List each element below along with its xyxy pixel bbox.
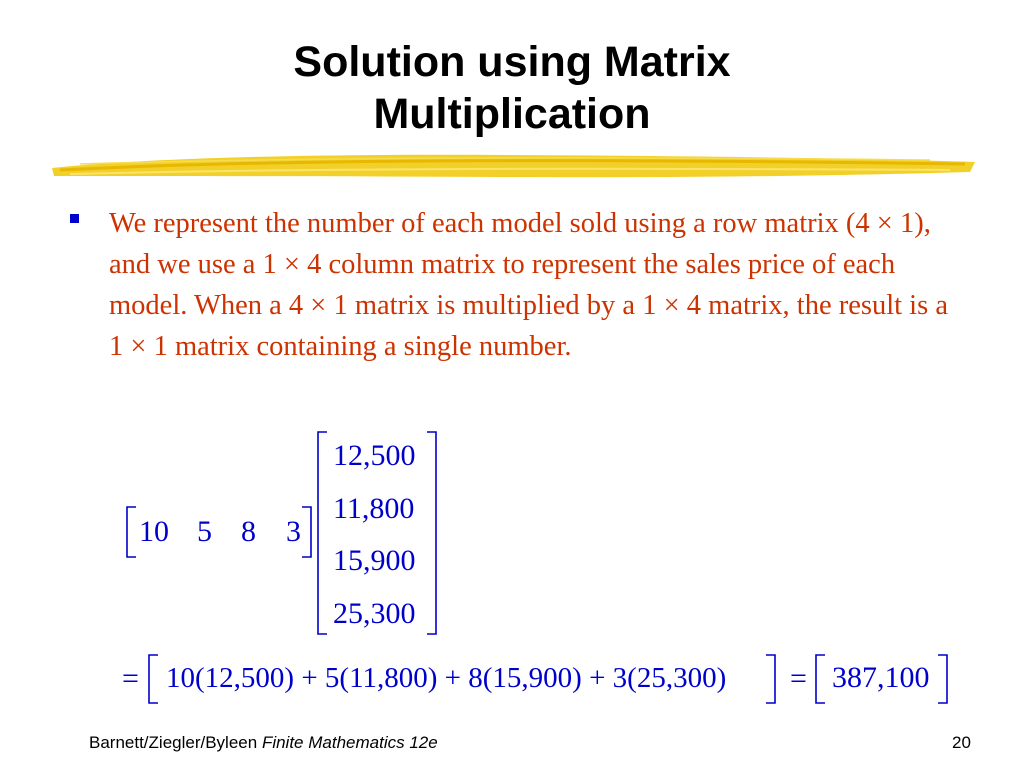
result-left-bracket [813, 654, 827, 704]
footer-citation [89, 733, 438, 753]
column-matrix-left-bracket [315, 431, 329, 635]
column-matrix-entry: 15,900 [333, 544, 416, 577]
row-matrix-entry: 10 [139, 515, 169, 548]
expansion-left-bracket [146, 654, 160, 704]
slide-title [0, 36, 1024, 140]
row-matrix-left-bracket [124, 506, 138, 558]
expansion-right-bracket [764, 654, 778, 704]
equals-sign: = [790, 662, 807, 695]
slide-title-line-2: Multiplication [373, 90, 651, 138]
result-value: 387,100 [832, 661, 930, 694]
equals-sign: = [122, 662, 139, 695]
column-matrix-entry: 25,300 [333, 597, 416, 630]
row-matrix-entry: 3 [286, 515, 301, 548]
expansion-expression: 10(12,500) + 5(11,800) + 8(15,900) + 3(25,300) [166, 662, 727, 694]
footer-authors: Barnett/Ziegler/Byleen [89, 733, 258, 752]
column-matrix-entry: 12,500 [333, 439, 416, 472]
title-underline-swash [50, 146, 980, 186]
row-matrix-entry: 8 [241, 515, 256, 548]
footer-book-title: Finite Mathematics 12e [261, 733, 438, 752]
bullet-marker [70, 214, 79, 223]
bullet-paragraph: We represent the number of each model sold using a row matrix (4 × 1), and we use a 1 × 4 column matrix to represent the sales price of each model. When a 4 × 1 matrix is multiplied by a 1 × 4 matrix, the result is a 1 × 1 matrix containing a single number. [109, 208, 948, 362]
page-number: 20 [952, 733, 971, 752]
result-right-bracket [936, 654, 950, 704]
column-matrix-right-bracket [425, 431, 439, 635]
row-matrix-entry: 5 [197, 515, 212, 548]
row-matrix-right-bracket [300, 506, 314, 558]
column-matrix-entry: 11,800 [333, 492, 415, 525]
slide-title-line-1: Solution using Matrix [293, 38, 731, 86]
